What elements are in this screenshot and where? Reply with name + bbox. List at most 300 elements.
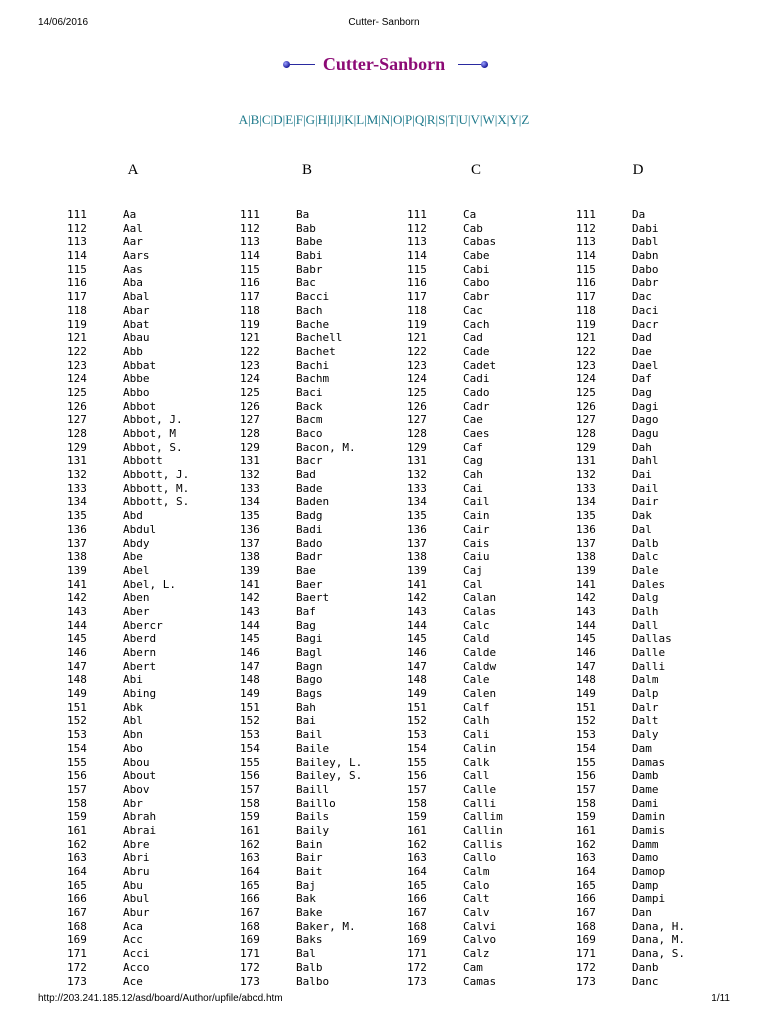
banner-title: Cutter-Sanborn — [322, 54, 446, 74]
cutter-number: 171 — [407, 947, 427, 961]
cutter-name: Calf — [463, 700, 490, 714]
cutter-number: 133 — [67, 481, 87, 495]
cutter-name: Acco — [123, 960, 150, 974]
cutter-name: Bagl — [296, 646, 323, 659]
alphabet-link-h[interactable]: H — [317, 112, 327, 127]
cutter-name: Cabi — [463, 262, 490, 276]
cutter-name: Abe — [123, 550, 143, 564]
cutter-name: Damin — [632, 810, 666, 824]
alphabet-separator: | — [412, 112, 415, 127]
cutter-number: 173 — [240, 974, 260, 988]
alphabet-link-x[interactable]: X — [497, 112, 507, 127]
cutter-name: Abdy — [123, 536, 150, 550]
cutter-number: 146 — [67, 646, 87, 659]
cutter-name: Badi — [296, 522, 323, 536]
cutter-number: 163 — [407, 851, 427, 865]
cutter-name: Dabr — [632, 276, 659, 290]
cutter-number: 112 — [576, 221, 596, 235]
cutter-name: Calvi — [463, 919, 497, 933]
cutter-number: 153 — [576, 728, 596, 742]
cutter-name: Camas — [463, 974, 497, 988]
cutter-number: 142 — [240, 591, 260, 605]
cutter-number: 115 — [407, 262, 427, 276]
cutter-number: 167 — [240, 906, 260, 920]
alphabet-link-z[interactable]: Z — [521, 112, 530, 127]
cutter-name: Abern — [123, 646, 157, 659]
alphabet-link-l[interactable]: L — [356, 112, 365, 127]
banner — [0, 54, 768, 76]
cutter-name: Abre — [123, 837, 150, 851]
cutter-number: 142 — [576, 591, 596, 605]
cutter-name: Abing — [123, 687, 157, 701]
cutter-number: 117 — [576, 290, 596, 304]
alphabet-link-u[interactable]: U — [458, 112, 468, 127]
cutter-number: 163 — [240, 851, 260, 865]
cutter-name: Bake — [296, 906, 323, 920]
cutter-number: 153 — [407, 728, 427, 742]
cutter-number: 146 — [576, 646, 596, 659]
cutter-name: Dalg — [632, 591, 659, 605]
cutter-number: 111 — [240, 208, 260, 221]
alphabet-link-v[interactable]: V — [470, 112, 480, 127]
cutter-name: Bado — [296, 536, 323, 550]
cutter-number: 165 — [240, 878, 260, 892]
cutter-number: 159 — [407, 810, 427, 824]
cutter-name: Damm — [632, 837, 659, 851]
cutter-name: Bair — [296, 851, 323, 865]
cutter-name: Damo — [632, 851, 659, 865]
cutter-number: 149 — [407, 687, 427, 701]
cutter-name: Abrai — [123, 823, 157, 837]
cutter-number: 148 — [576, 673, 596, 687]
cutter-name: Calh — [463, 714, 490, 728]
cutter-number: 154 — [576, 741, 596, 755]
cutter-name: Aber — [123, 604, 150, 618]
cutter-number: 124 — [576, 372, 596, 386]
cutter-name: Aas — [123, 262, 143, 276]
cutter-name: Calv — [463, 906, 490, 920]
cutter-name: Abul — [123, 892, 150, 906]
cutter-number: 144 — [67, 618, 87, 632]
cutter-name: Bache — [296, 317, 330, 331]
cutter-number: 172 — [240, 960, 260, 974]
cutter-number: 121 — [576, 331, 596, 345]
cutter-number: 113 — [67, 235, 87, 249]
cutter-name: Dam — [632, 741, 652, 755]
cutter-name: Dana, H. — [632, 919, 685, 933]
cutter-name: Bachm — [296, 372, 330, 386]
cutter-number: 139 — [576, 563, 596, 577]
cutter-name: Cae — [463, 413, 483, 427]
cutter-name: Cain — [463, 509, 490, 523]
cutter-number: 119 — [407, 317, 427, 331]
alphabet-link-n[interactable]: N — [380, 112, 391, 127]
cutter-name: Bacr — [296, 454, 323, 468]
cutter-number: 169 — [576, 933, 596, 947]
cutter-number: 149 — [240, 687, 260, 701]
cutter-number: 155 — [67, 755, 87, 769]
cutter-name: Cado — [463, 385, 490, 399]
cutter-name: Cabas — [463, 235, 497, 249]
cutter-number: 112 — [67, 221, 87, 235]
cutter-number: 126 — [407, 399, 427, 413]
print-date: 14/06/2016 — [38, 17, 89, 28]
cutter-number: 113 — [576, 235, 596, 249]
cutter-number: 116 — [407, 276, 427, 290]
cutter-number: 166 — [240, 892, 260, 906]
cutter-name: Daly — [632, 728, 659, 742]
print-page-number: 1/11 — [711, 993, 730, 1004]
cutter-name: Callin — [463, 823, 503, 837]
cutter-name: Damp — [632, 878, 659, 892]
cutter-name: Abdul — [123, 522, 157, 536]
cutter-name: Dagu — [632, 427, 659, 440]
alphabet-separator: | — [479, 112, 483, 127]
cutter-name: Abat — [123, 317, 150, 331]
cutter-name: Bai — [296, 714, 316, 728]
alphabet-link-f[interactable]: F — [295, 112, 303, 127]
cutter-name: Damb — [632, 769, 659, 783]
cutter-number: 145 — [67, 632, 87, 646]
alphabet-link-k[interactable]: K — [344, 112, 354, 127]
cutter-name: Caf — [463, 440, 483, 454]
alphabet-link-b[interactable]: B — [250, 112, 260, 127]
cutter-number: 125 — [67, 385, 87, 399]
cutter-number: 145 — [240, 632, 260, 646]
cutter-name: Dac — [632, 290, 652, 304]
cutter-name: Dalp — [632, 687, 659, 701]
cutter-name: Acci — [123, 947, 150, 961]
cutter-number: 114 — [576, 249, 596, 263]
cutter-name: Abov — [123, 782, 150, 796]
alphabet-separator: | — [494, 112, 498, 127]
cutter-name: Dalr — [632, 700, 659, 714]
cutter-name: Cabo — [463, 276, 490, 290]
cutter-number: 137 — [407, 536, 427, 550]
cutter-number: 134 — [67, 495, 87, 509]
cutter-number: 117 — [407, 290, 427, 304]
cutter-name: Dabl — [632, 235, 659, 249]
cutter-number: 154 — [240, 741, 260, 755]
cutter-name: Cabr — [463, 290, 490, 304]
cutter-name: Danb — [632, 960, 659, 974]
cutter-number: 129 — [240, 440, 260, 454]
cutter-number: 147 — [67, 659, 87, 673]
alphabet-link-o[interactable]: O — [392, 112, 403, 127]
alphabet-link-d[interactable]: D — [273, 112, 283, 127]
alphabet-separator: | — [303, 112, 306, 127]
cutter-name: Bachet — [296, 344, 336, 358]
alphabet-link-e[interactable]: E — [285, 112, 294, 127]
alphabet-link-r[interactable]: R — [426, 112, 436, 127]
alphabet-separator: | — [333, 112, 337, 127]
cutter-number: 151 — [407, 700, 427, 714]
cutter-name: Dallas — [632, 632, 672, 646]
cutter-name: Bagn — [296, 659, 323, 673]
cutter-number: 168 — [576, 919, 596, 933]
cutter-number: 164 — [407, 865, 427, 878]
print-page-title: Cutter- Sanborn — [348, 17, 420, 28]
cutter-name: Abrah — [123, 810, 157, 824]
cutter-name: Calk — [463, 755, 490, 769]
cutter-number: 155 — [407, 755, 427, 769]
cutter-name: Calvo — [463, 933, 497, 947]
cutter-name: Damis — [632, 823, 666, 837]
cutter-name: Cale — [463, 673, 490, 687]
cutter-name: Baco — [296, 427, 323, 440]
cutter-name: Dahl — [632, 454, 659, 468]
cutter-name: Bade — [296, 481, 323, 495]
cutter-name: Dago — [632, 413, 659, 427]
cutter-number: 122 — [240, 344, 260, 358]
alphabet-link-m[interactable]: M — [366, 112, 379, 127]
cutter-name: Dae — [632, 344, 652, 358]
cutter-number: 123 — [67, 358, 87, 372]
cutter-name: Daci — [632, 303, 659, 317]
alphabet-separator: | — [293, 112, 296, 127]
cutter-name: Dael — [632, 358, 659, 372]
right-rule — [458, 64, 482, 65]
alphabet-separator: | — [445, 112, 448, 127]
cutter-number: 148 — [67, 673, 87, 687]
cutter-name: Aberd — [123, 632, 157, 646]
cutter-name: Calm — [463, 865, 490, 878]
cutter-number: 161 — [407, 823, 427, 837]
cutter-name: Cadet — [463, 358, 497, 372]
cutter-number: 118 — [240, 303, 260, 317]
cutter-number: 118 — [67, 303, 87, 317]
cutter-name: Balbo — [296, 974, 330, 988]
cutter-number: 123 — [407, 358, 427, 372]
cutter-number: 155 — [576, 755, 596, 769]
cutter-name: Dalb — [632, 536, 659, 550]
cutter-number: 169 — [407, 933, 427, 947]
cutter-name: Bain — [296, 837, 323, 851]
cutter-number: 168 — [67, 919, 87, 933]
cutter-name: Bal — [296, 947, 316, 961]
cutter-name: Aars — [123, 249, 150, 263]
cutter-number: 156 — [407, 769, 427, 783]
cutter-name: Abercr — [123, 618, 163, 632]
cutter-number: 136 — [407, 522, 427, 536]
cutter-name: Danc — [632, 974, 659, 988]
print-url: http://203.241.185.12/asd/board/Author/upfile/abcd.htm — [38, 993, 283, 1004]
cutter-number: 136 — [67, 522, 87, 536]
cutter-name: Dai — [632, 468, 652, 482]
alphabet-link-q[interactable]: Q — [414, 112, 425, 127]
cutter-number: 146 — [240, 646, 260, 659]
cutter-number: 124 — [67, 372, 87, 386]
cutter-name: Bac — [296, 276, 316, 290]
cutter-name: Calli — [463, 796, 497, 810]
alphabet-link-c[interactable]: C — [261, 112, 271, 127]
cutter-number: 135 — [67, 509, 87, 523]
cutter-name: Cah — [463, 468, 483, 482]
alphabet-separator: | — [364, 112, 367, 127]
alphabet-separator: | — [424, 112, 427, 127]
alphabet-separator: | — [506, 112, 510, 127]
cutter-name: Abbot — [123, 399, 157, 413]
cutter-number: 159 — [67, 810, 87, 824]
cutter-name: Bachell — [296, 331, 343, 345]
cutter-name: Bad — [296, 468, 316, 482]
cutter-number: 124 — [240, 372, 260, 386]
cutter-name: Bago — [296, 673, 323, 687]
cutter-number: 116 — [240, 276, 260, 290]
cutter-name: Aal — [123, 221, 143, 235]
cutter-number: 114 — [67, 249, 87, 263]
cutter-name: Badr — [296, 550, 323, 564]
cutter-number: 171 — [576, 947, 596, 961]
cutter-number: 126 — [576, 399, 596, 413]
cutter-name: Aar — [123, 235, 143, 249]
cutter-name: Abb — [123, 344, 143, 358]
alphabet-link-t[interactable]: T — [447, 112, 456, 127]
cutter-name: Cali — [463, 728, 490, 742]
cutter-number: 138 — [67, 550, 87, 564]
cutter-number: 173 — [407, 974, 427, 988]
cutter-number: 164 — [576, 865, 596, 878]
cutter-name: Baj — [296, 878, 316, 892]
cutter-number: 151 — [240, 700, 260, 714]
alphabet-link-y[interactable]: Y — [509, 112, 519, 127]
cutter-name: Baf — [296, 604, 316, 618]
cutter-name: Abo — [123, 741, 143, 755]
cutter-number: 139 — [240, 563, 260, 577]
cutter-name: Aca — [123, 919, 143, 933]
cutter-name: Dall — [632, 618, 659, 632]
cutter-name: Cail — [463, 495, 490, 509]
cutter-name: Bail — [296, 728, 323, 742]
cutter-number: 148 — [407, 673, 427, 687]
cutter-number: 131 — [576, 454, 596, 468]
cutter-name: Dale — [632, 563, 659, 577]
alphabet-link-g[interactable]: G — [305, 112, 315, 127]
cutter-number: 131 — [67, 454, 87, 468]
cutter-number: 115 — [576, 262, 596, 276]
cutter-name: Babe — [296, 235, 323, 249]
cutter-name: Cabe — [463, 249, 490, 263]
cutter-number: 155 — [240, 755, 260, 769]
cutter-name: Callis — [463, 837, 503, 851]
cutter-number: 112 — [407, 221, 427, 235]
cutter-number: 159 — [576, 810, 596, 824]
cutter-name: Abbott, M. — [123, 481, 190, 495]
cutter-name: Dak — [632, 509, 652, 523]
cutter-name: Damas — [632, 755, 666, 769]
cutter-name: Abbott, J. — [123, 468, 190, 482]
cutter-number: 148 — [240, 673, 260, 687]
cutter-name: Abbot, S. — [123, 440, 183, 454]
cutter-name: Cam — [463, 960, 483, 974]
cutter-number: 147 — [407, 659, 427, 673]
cutter-number: 123 — [576, 358, 596, 372]
cutter-name: Baert — [296, 591, 330, 605]
cutter-number: 127 — [576, 413, 596, 427]
cutter-number: 156 — [67, 769, 87, 783]
cutter-name: Baile — [296, 741, 330, 755]
cutter-name: Calt — [463, 892, 490, 906]
cutter-name: Dagi — [632, 399, 659, 413]
cutter-name: Dail — [632, 481, 659, 495]
cutter-number: 132 — [67, 468, 87, 482]
cutter-name: Baker, M. — [296, 919, 356, 933]
cutter-name: Dah — [632, 440, 652, 454]
cutter-name: Acc — [123, 933, 143, 947]
alphabet-link-a[interactable]: A — [238, 112, 249, 127]
alphabet-link-w[interactable]: W — [482, 112, 495, 127]
alphabet-link-j[interactable]: J — [336, 112, 342, 127]
cutter-number: 159 — [240, 810, 260, 824]
cutter-name: Ace — [123, 974, 143, 988]
alphabet-link-i[interactable]: I — [329, 112, 334, 127]
cutter-number: 156 — [240, 769, 260, 783]
cutter-number: 149 — [576, 687, 596, 701]
cutter-number: 143 — [407, 604, 427, 618]
alphabet-nav — [0, 112, 768, 128]
cutter-name: Dabn — [632, 249, 659, 263]
cutter-name: Bailey, S. — [296, 769, 363, 783]
cutter-name: Cade — [463, 344, 490, 358]
cutter-name: Caiu — [463, 550, 490, 564]
cutter-number: 129 — [407, 440, 427, 454]
cutter-number: 144 — [576, 618, 596, 632]
cutter-name: Cald — [463, 632, 490, 646]
cutter-number: 171 — [240, 947, 260, 961]
cutter-name: Cach — [463, 317, 490, 331]
cutter-name: Bacci — [296, 290, 330, 304]
cutter-number: 161 — [576, 823, 596, 837]
cutter-number: 157 — [240, 782, 260, 796]
cutter-number: 142 — [67, 591, 87, 605]
cutter-number: 154 — [67, 741, 87, 755]
alphabet-separator: | — [353, 112, 357, 127]
cutter-name: Abr — [123, 796, 143, 810]
cutter-name: Cab — [463, 221, 483, 235]
cutter-number: 129 — [576, 440, 596, 454]
alphabet-separator: | — [270, 112, 274, 127]
alphabet-link-s[interactable]: S — [438, 112, 446, 127]
cutter-number: 165 — [67, 878, 87, 892]
cutter-number: 158 — [576, 796, 596, 810]
cutter-name: Bab — [296, 221, 316, 235]
alphabet-link-p[interactable]: P — [404, 112, 413, 127]
cutter-number: 135 — [240, 509, 260, 523]
cutter-name: Calin — [463, 741, 497, 755]
cutter-number: 125 — [240, 385, 260, 399]
cutter-number: 127 — [67, 413, 87, 427]
cutter-number: 172 — [576, 960, 596, 974]
cutter-name: Abau — [123, 331, 150, 345]
cutter-name: Dair — [632, 495, 659, 509]
cutter-number: 158 — [240, 796, 260, 810]
cutter-name: Dalt — [632, 714, 659, 728]
cutter-number: 132 — [240, 468, 260, 482]
cutter-number: 166 — [407, 892, 427, 906]
cutter-number: 122 — [576, 344, 596, 358]
cutter-number: 134 — [407, 495, 427, 509]
cutter-name: Calz — [463, 947, 490, 961]
cutter-name: Abel — [123, 563, 150, 577]
cutter-number: 113 — [240, 235, 260, 249]
alphabet-separator: | — [467, 112, 471, 127]
cutter-number: 151 — [576, 700, 596, 714]
cutter-name: Baden — [296, 495, 330, 509]
cutter-name: Call — [463, 769, 490, 783]
cutter-name: Abri — [123, 851, 150, 865]
cutter-number: 114 — [407, 249, 427, 263]
cutter-name: Aa — [123, 208, 137, 221]
